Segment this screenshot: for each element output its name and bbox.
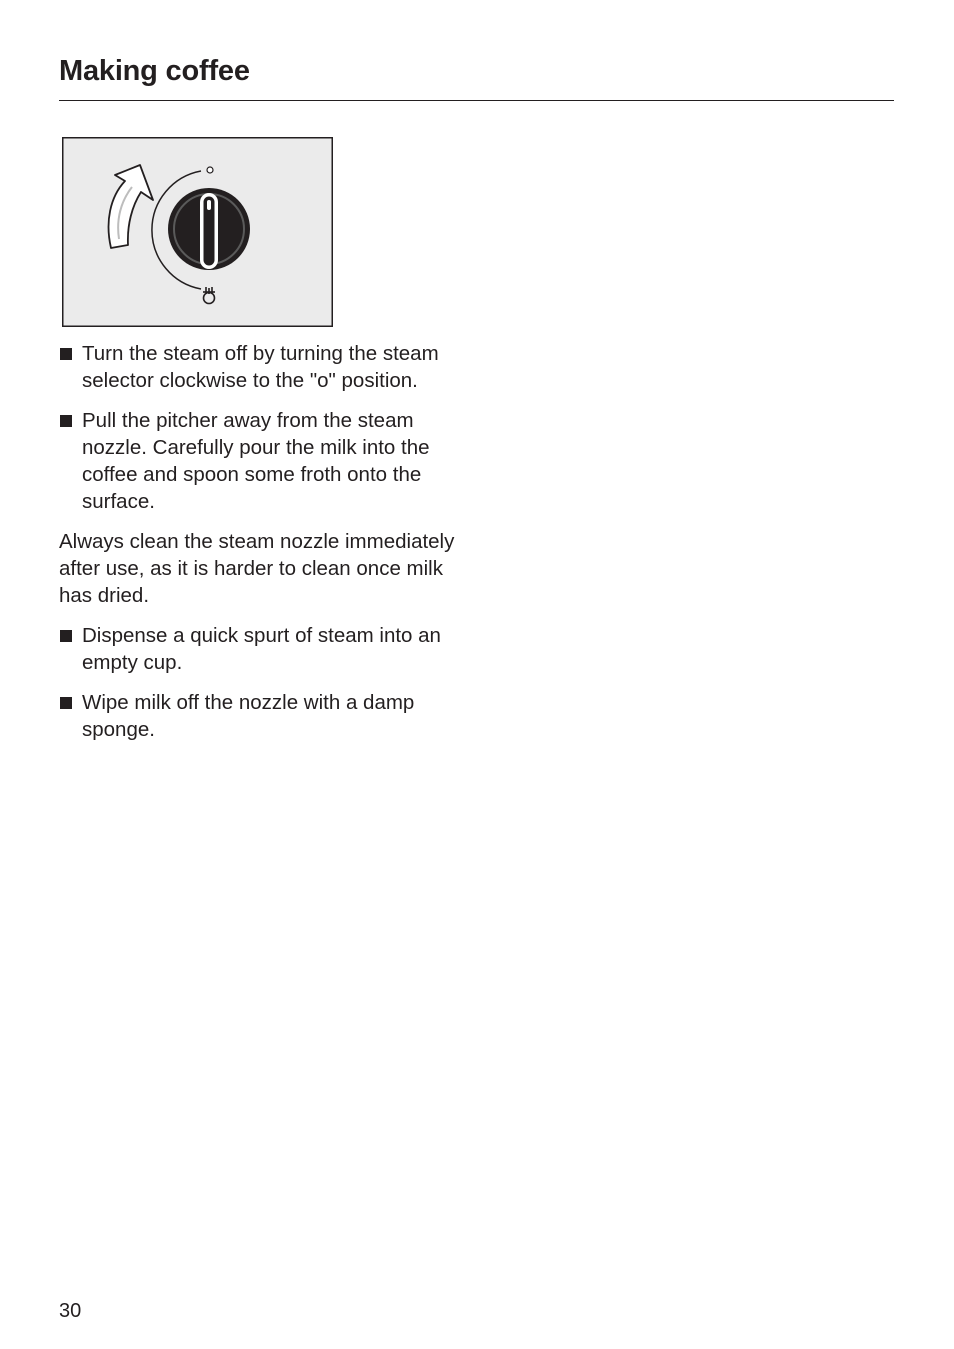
list-item [59,689,469,743]
list-item [59,340,469,394]
page-number: 30 [59,1300,82,1322]
bullet-square-icon [60,348,72,360]
steam-selector-knob [168,188,250,270]
step-text: Turn the steam off by turning the steam selector clockwise to the "o" position. [82,342,439,392]
page-title: Making coffee [59,55,250,87]
step-text: Pull the pitcher away from the steam nozzle. Carefully pour the milk into the coffee and spoon some froth onto the surface. [82,409,430,513]
bullet-square-icon [60,697,72,709]
title-divider [59,100,894,101]
bullet-square-icon [60,630,72,642]
steam-selector-illustration [62,137,333,327]
list-item [59,622,469,676]
bullet-square-icon [60,415,72,427]
step-text: Dispense a quick spurt of steam into an empty cup. [82,624,441,674]
off-position-mark [207,167,213,173]
cleaning-note: Always clean the steam nozzle immediately after use, as it is harder to clean once milk has dried. [59,530,455,607]
instructions [59,340,469,756]
step-text: Wipe milk off the nozzle with a damp sponge. [82,691,415,741]
list-item [59,407,469,515]
